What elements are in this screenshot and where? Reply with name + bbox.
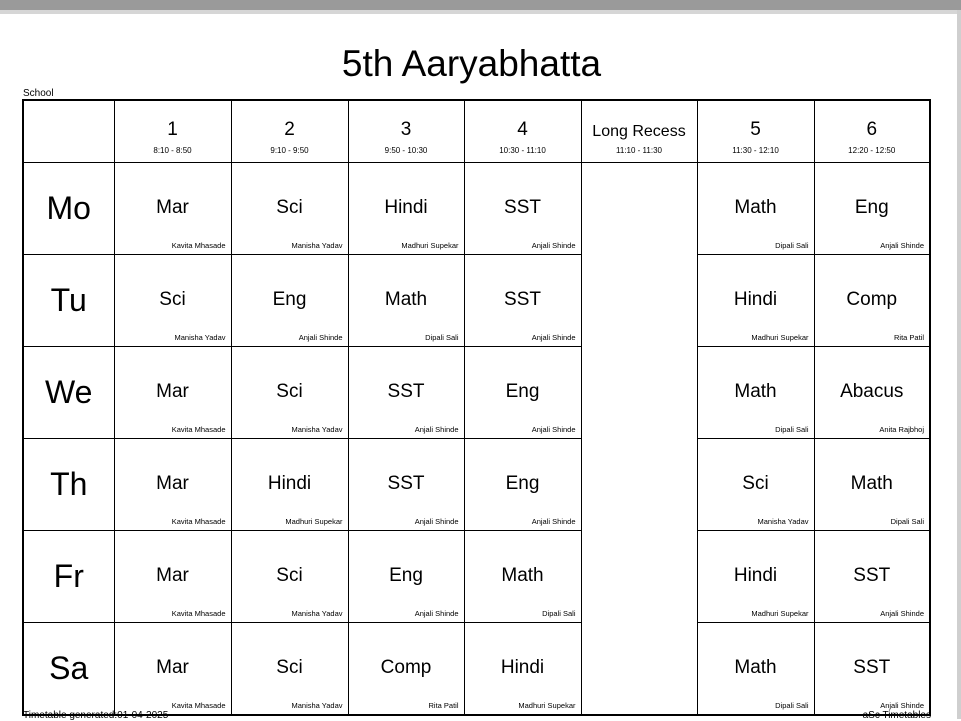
lesson-cell bbox=[697, 163, 814, 255]
subject-name: Hindi bbox=[500, 657, 545, 678]
lesson-cell bbox=[231, 347, 348, 439]
period-time: 9:10 - 9:50 bbox=[270, 146, 309, 155]
subject-name: Mar bbox=[156, 565, 189, 586]
subject-name: SST bbox=[387, 381, 425, 402]
teacher-name: Kavita Mhasade bbox=[171, 609, 226, 618]
corner-cell bbox=[23, 100, 114, 163]
lesson-cell bbox=[697, 347, 814, 439]
teacher-name: Madhuri Supekar bbox=[401, 241, 459, 250]
lesson-cell bbox=[348, 255, 464, 347]
lesson-cell bbox=[814, 531, 930, 623]
subject-name: Hindi bbox=[267, 473, 312, 494]
recess-column bbox=[581, 163, 697, 716]
lesson-cell bbox=[231, 439, 348, 531]
teacher-name: Madhuri Supekar bbox=[285, 517, 343, 526]
teacher-name: Rita Patil bbox=[428, 701, 459, 710]
recess-label: Long Recess bbox=[592, 123, 686, 140]
subject-name: Eng bbox=[272, 289, 307, 310]
day-row bbox=[23, 255, 930, 347]
teacher-name: Madhuri Supekar bbox=[751, 609, 809, 618]
lesson-cell bbox=[464, 531, 581, 623]
subject-name: SST bbox=[853, 657, 891, 678]
teacher-name: Anjali Shinde bbox=[531, 517, 576, 526]
subject-name: Mar bbox=[156, 657, 189, 678]
viewer-top-bar bbox=[0, 0, 961, 10]
lesson-cell bbox=[114, 531, 231, 623]
day-row bbox=[23, 163, 930, 255]
period-number: 4 bbox=[517, 119, 528, 140]
subject-name: Sci bbox=[276, 657, 303, 678]
lesson-cell bbox=[464, 163, 581, 255]
teacher-name: Manisha Yadav bbox=[291, 241, 343, 250]
day-label: We bbox=[23, 347, 114, 439]
subject-name: Sci bbox=[276, 565, 303, 586]
teacher-name: Manisha Yadav bbox=[174, 333, 226, 342]
viewer-scroll-edge bbox=[957, 10, 961, 719]
timetable-title: 5th Aaryabhatta bbox=[341, 43, 602, 84]
recess-header bbox=[581, 100, 697, 163]
subject-name: Mar bbox=[156, 473, 189, 494]
lesson-cell bbox=[697, 623, 814, 716]
subject-name: SST bbox=[853, 565, 891, 586]
lesson-cell bbox=[697, 531, 814, 623]
teacher-name: Dipali Sali bbox=[775, 241, 809, 250]
subject-name: Hindi bbox=[384, 197, 428, 218]
lesson-cell bbox=[697, 439, 814, 531]
teacher-name: Anjali Shinde bbox=[414, 517, 459, 526]
period-time: 8:10 - 8:50 bbox=[153, 146, 192, 155]
teacher-name: Madhuri Supekar bbox=[751, 333, 809, 342]
period-header bbox=[114, 100, 231, 163]
lesson-cell bbox=[464, 439, 581, 531]
lesson-cell bbox=[464, 347, 581, 439]
subject-name: Sci bbox=[742, 473, 769, 494]
teacher-name: Dipali Sali bbox=[890, 517, 924, 526]
subject-name: SST bbox=[504, 197, 541, 218]
teacher-name: Dipali Sali bbox=[775, 701, 809, 710]
subject-name: Sci bbox=[276, 197, 303, 218]
period-number: 5 bbox=[750, 119, 761, 140]
subject-name: SST bbox=[387, 473, 425, 494]
teacher-name: Anjali Shinde bbox=[880, 701, 924, 710]
teacher-name: Dipali Sali bbox=[542, 609, 576, 618]
period-number: 6 bbox=[866, 119, 878, 140]
subject-name: Eng bbox=[505, 381, 540, 402]
day-label: Tu bbox=[23, 255, 114, 347]
lesson-cell bbox=[231, 623, 348, 716]
teacher-name: Dipali Sali bbox=[775, 425, 809, 434]
lesson-cell bbox=[464, 623, 581, 716]
teacher-name: Manisha Yadav bbox=[757, 517, 809, 526]
subject-name: Hindi bbox=[733, 289, 778, 310]
lesson-cell bbox=[814, 347, 930, 439]
teacher-name: Kavita Mhasade bbox=[171, 241, 226, 250]
period-header bbox=[697, 100, 814, 163]
lesson-cell bbox=[114, 255, 231, 347]
lesson-cell bbox=[697, 255, 814, 347]
lesson-cell bbox=[231, 163, 348, 255]
day-row bbox=[23, 439, 930, 531]
lesson-cell bbox=[814, 623, 930, 716]
period-time: 11:30 - 12:10 bbox=[732, 146, 779, 155]
subject-name: Hindi bbox=[733, 565, 778, 586]
generated-date: Timetable generated:01-04-2025 bbox=[23, 710, 169, 721]
subject-name: Math bbox=[384, 289, 428, 310]
lesson-cell bbox=[348, 163, 464, 255]
timetable-grid bbox=[22, 99, 931, 716]
subject-name: Mar bbox=[156, 381, 189, 402]
period-header bbox=[464, 100, 581, 163]
school-label: School bbox=[23, 88, 54, 99]
teacher-name: Anjali Shinde bbox=[531, 241, 576, 250]
day-row bbox=[23, 623, 930, 716]
teacher-name: Manisha Yadav bbox=[291, 425, 343, 434]
teacher-name: Kavita Mhasade bbox=[171, 701, 226, 710]
lesson-cell bbox=[464, 255, 581, 347]
teacher-name: Manisha Yadav bbox=[291, 701, 343, 710]
subject-name: Comp bbox=[380, 657, 432, 678]
period-header bbox=[231, 100, 348, 163]
lesson-cell bbox=[114, 623, 231, 716]
lesson-cell bbox=[114, 347, 231, 439]
teacher-name: Dipali Sali bbox=[425, 333, 459, 342]
teacher-name: Anjali Shinde bbox=[880, 609, 924, 618]
teacher-name: Anjali Shinde bbox=[414, 425, 459, 434]
header-row bbox=[23, 100, 930, 163]
day-label: Th bbox=[23, 439, 114, 531]
day-row bbox=[23, 531, 930, 623]
lesson-cell bbox=[814, 439, 930, 531]
lesson-cell bbox=[348, 531, 464, 623]
lesson-cell bbox=[348, 347, 464, 439]
subject-name: Math bbox=[734, 657, 777, 678]
lesson-cell bbox=[114, 439, 231, 531]
brand-label: aSc Timetables bbox=[862, 710, 931, 721]
day-row bbox=[23, 347, 930, 439]
teacher-name: Kavita Mhasade bbox=[171, 517, 226, 526]
lesson-cell bbox=[231, 531, 348, 623]
day-label: Mo bbox=[23, 163, 114, 255]
lesson-cell bbox=[348, 439, 464, 531]
subject-name: Eng bbox=[389, 565, 423, 586]
lesson-cell bbox=[114, 163, 231, 255]
subject-name: Comp bbox=[846, 289, 898, 310]
period-number: 1 bbox=[167, 119, 178, 140]
day-label: Sa bbox=[23, 623, 114, 716]
subject-name: Math bbox=[850, 473, 893, 494]
period-header bbox=[814, 100, 930, 163]
lesson-cell bbox=[814, 255, 930, 347]
subject-name: Sci bbox=[159, 289, 186, 310]
period-header bbox=[348, 100, 464, 163]
subject-name: Eng bbox=[854, 197, 889, 218]
teacher-name: Anjali Shinde bbox=[531, 333, 576, 342]
period-number: 3 bbox=[400, 119, 412, 140]
subject-name: Eng bbox=[505, 473, 540, 494]
period-number: 2 bbox=[284, 119, 295, 140]
teacher-name: Anita Rajbhoj bbox=[879, 425, 924, 434]
subject-name: Mar bbox=[156, 197, 189, 218]
teacher-name: Kavita Mhasade bbox=[171, 425, 226, 434]
teacher-name: Madhuri Supekar bbox=[518, 701, 576, 710]
subject-name: SST bbox=[504, 289, 541, 310]
teacher-name: Rita Patil bbox=[893, 333, 924, 342]
teacher-name: Manisha Yadav bbox=[291, 609, 343, 618]
day-label: Fr bbox=[23, 531, 114, 623]
recess-time: 11:10 - 11:30 bbox=[616, 146, 662, 155]
lesson-cell bbox=[231, 255, 348, 347]
subject-name: Math bbox=[734, 381, 777, 402]
teacher-name: Anjali Shinde bbox=[414, 609, 459, 618]
period-time: 12:20 - 12:50 bbox=[848, 146, 896, 155]
subject-name: Math bbox=[501, 565, 544, 586]
teacher-name: Anjali Shinde bbox=[531, 425, 576, 434]
viewer-top-border bbox=[0, 10, 961, 14]
subject-name: Math bbox=[734, 197, 777, 218]
lesson-cell bbox=[348, 623, 464, 716]
subject-name: Abacus bbox=[840, 381, 904, 402]
teacher-name: Anjali Shinde bbox=[880, 241, 924, 250]
lesson-cell bbox=[814, 163, 930, 255]
teacher-name: Anjali Shinde bbox=[298, 333, 343, 342]
period-time: 10:30 - 11:10 bbox=[499, 146, 546, 155]
period-time: 9:50 - 10:30 bbox=[384, 146, 428, 155]
subject-name: Sci bbox=[276, 381, 303, 402]
